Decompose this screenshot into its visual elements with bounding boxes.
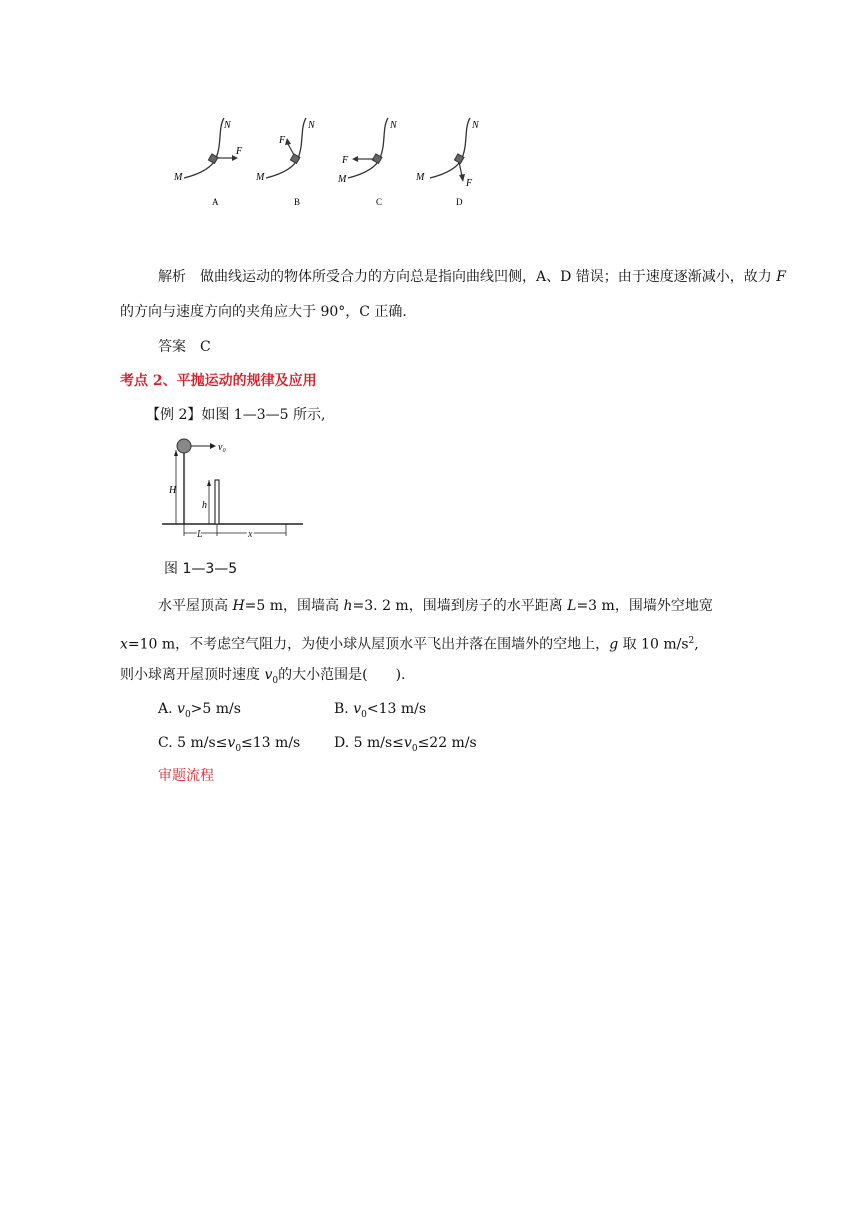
label-v0: v₀ xyxy=(218,442,226,453)
svg-text:N: N xyxy=(390,120,397,131)
svg-text:M: M xyxy=(338,174,347,185)
problem-line-2: x=10 m，不考虑空气阻力，为使小球从屋顶水平飞出并落在围墙外的空地上，g 取 10 $m/s^2$, xyxy=(120,636,699,653)
svg-text:N: N xyxy=(308,120,315,131)
panel-c xyxy=(337,118,398,207)
panel-label-d: D xyxy=(456,197,463,207)
example-intro: 【例 2】如图 1—3—5 所示, xyxy=(146,407,326,423)
svg-text:M: M xyxy=(416,172,425,183)
panel-d xyxy=(415,118,480,207)
svg-text:F: F xyxy=(279,135,286,146)
label-n: N xyxy=(224,120,231,131)
figure-projectile xyxy=(158,436,308,546)
panel-b xyxy=(255,118,316,207)
label-m: M xyxy=(174,172,183,183)
answer xyxy=(158,337,211,357)
problem-line-3: 则小球离开屋顶时速度 $v_0$的大小范围是( ). xyxy=(120,667,406,686)
label-h: h xyxy=(202,500,207,511)
analysis-label: 解析 xyxy=(158,269,186,285)
analysis-line-2: 的方向与速度方向的夹角应大于 90°，C 正确. xyxy=(120,304,407,320)
svg-text:F: F xyxy=(466,178,473,189)
label-x: x xyxy=(248,529,253,540)
problem-line-1: 水平屋顶高 H=5 m，围墙高 h=3. 2 m，围墙到房子的水平距离 L=3 m，围墙外空地宽 xyxy=(158,598,713,614)
figure-curve-options xyxy=(160,110,480,220)
label-f: F xyxy=(236,146,243,157)
panel-label-a: A xyxy=(212,197,219,207)
panel-label-c: C xyxy=(376,197,383,207)
review-label: 审题流程 xyxy=(158,768,214,784)
option-c[interactable]: C. 5 $m/s\le v_0\le 13$ m/s xyxy=(158,735,301,754)
option-a[interactable]: A. $v_0>5$ m/s xyxy=(158,701,241,720)
option-b[interactable]: B. $v_0<13$ m/s xyxy=(334,701,427,720)
example-tag: 【例 2】 xyxy=(146,407,202,423)
svg-text:M: M xyxy=(256,172,265,183)
panel-label-b: B xyxy=(294,197,301,207)
figure-caption: 图 1—3—5 xyxy=(164,561,238,577)
svg-text:F: F xyxy=(342,155,349,166)
panel-a xyxy=(173,118,243,207)
label-L: L xyxy=(197,529,203,540)
section-title: 考点 2、平抛运动的规律及应用 xyxy=(120,373,317,389)
svg-text:N: N xyxy=(472,120,479,131)
answer-label: 答案 xyxy=(158,339,186,355)
analysis-line-1: 解析 做曲线运动的物体所受合力的方向总是指向曲线凹侧，A、D 错误；由于速度逐渐减小，故力 F xyxy=(158,269,786,285)
answer-value: C xyxy=(200,339,211,355)
label-H: H xyxy=(169,485,177,496)
option-d[interactable]: D. 5 $m/s\le v_0\le 22$ m/s xyxy=(334,735,477,754)
